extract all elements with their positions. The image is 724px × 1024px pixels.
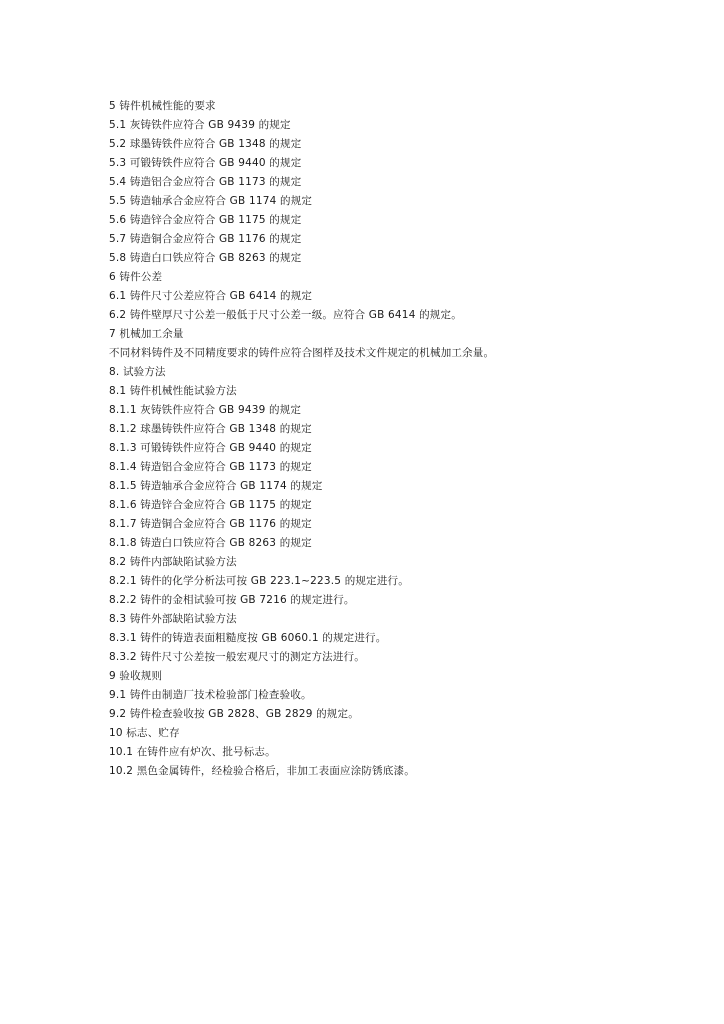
text-line: 8.2.2 铸件的金相试验可按 GB 7216 的规定进行。 [109,594,355,606]
text-line: 不同材料铸件及不同精度要求的铸件应符合图样及技术文件规定的机械加工余量。 [109,347,495,359]
text-line: 8.1.8 铸造白口铁应符合 GB 8263 的规定 [109,537,312,549]
text-line: 10.1 在铸件应有炉次、批号标志。 [109,746,276,758]
text-line: 5.7 铸造铜合金应符合 GB 1176 的规定 [109,233,302,245]
text-line: 5.4 铸造铝合金应符合 GB 1173 的规定 [109,176,302,188]
text-line: 6.2 铸件壁厚尺寸公差一般低于尺寸公差一级。应符合 GB 6414 的规定。 [109,309,462,321]
document-text [109,97,699,781]
text-line: 8.1.4 铸造铝合金应符合 GB 1173 的规定 [109,461,312,473]
text-line: 9.2 铸件检查验收按 GB 2828、GB 2829 的规定。 [109,708,359,720]
text-line: 8.2.1 铸件的化学分析法可按 GB 223.1~223.5 的规定进行。 [109,575,409,587]
text-line: 8.3.2 铸件尺寸公差按一般宏观尺寸的测定方法进行。 [109,651,365,663]
text-line: 10.2 黑色金属铸件，经检验合格后，非加工表面应涂防锈底漆。 [109,765,415,777]
text-line: 5.2 球墨铸铁件应符合 GB 1348 的规定 [109,138,302,150]
text-line: 8.3 铸件外部缺陷试验方法 [109,613,237,625]
text-line: 5.5 铸造轴承合金应符合 GB 1174 的规定 [109,195,313,207]
section-heading-7: 7 机械加工余量 [109,328,184,340]
text-line: 8.1.3 可锻铸铁件应符合 GB 9440 的规定 [109,442,312,454]
section-heading-9: 9 验收规则 [109,670,163,682]
text-line: 5.1 灰铸铁件应符合 GB 9439 的规定 [109,119,291,131]
section-heading-10: 10 标志、贮存 [109,727,180,739]
text-line: 5.3 可锻铸铁件应符合 GB 9440 的规定 [109,157,302,169]
text-line: 8.2 铸件内部缺陷试验方法 [109,556,237,568]
section-heading-5: 5 铸件机械性能的要求 [109,100,216,112]
text-line: 5.8 铸造白口铁应符合 GB 8263 的规定 [109,252,302,264]
text-line: 8.3.1 铸件的铸造表面粗糙度按 GB 6060.1 的规定进行。 [109,632,387,644]
text-line: 8.1.2 球墨铸铁件应符合 GB 1348 的规定 [109,423,312,435]
text-line: 8.1.6 铸造锌合金应符合 GB 1175 的规定 [109,499,312,511]
text-line: 8.1 铸件机械性能试验方法 [109,385,237,397]
text-line: 5.6 铸造锌合金应符合 GB 1175 的规定 [109,214,302,226]
section-heading-6: 6 铸件公差 [109,271,163,283]
text-line: 8.1.1 灰铸铁件应符合 GB 9439 的规定 [109,404,302,416]
text-line: 6.1 铸件尺寸公差应符合 GB 6414 的规定 [109,290,313,302]
text-line: 8.1.7 铸造铜合金应符合 GB 1176 的规定 [109,518,312,530]
text-line: 9.1 铸件由制造厂技术检验部门检查验收。 [109,689,312,701]
text-line: 8.1.5 铸造轴承合金应符合 GB 1174 的规定 [109,480,323,492]
section-heading-8: 8. 试验方法 [109,366,166,378]
